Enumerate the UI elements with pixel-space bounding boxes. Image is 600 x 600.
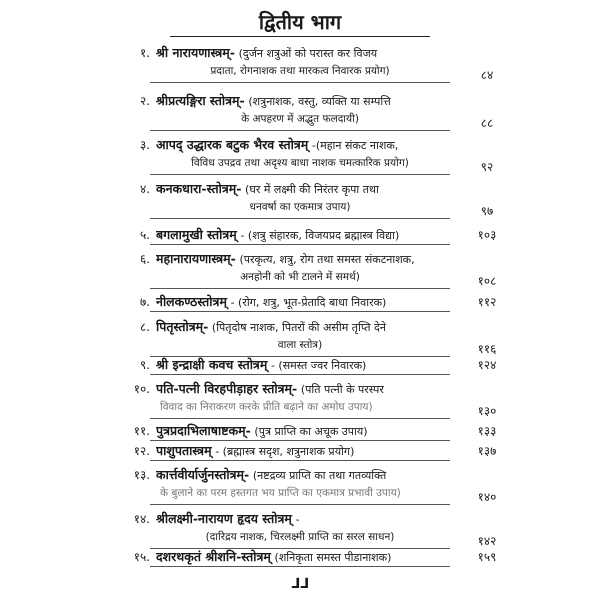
- entry-description: (नष्टद्रव्य प्राप्ति का तथा गतव्यक्ति: [252, 469, 387, 482]
- page-number: ११६: [477, 342, 497, 356]
- page-number: ८८: [480, 116, 494, 130]
- leader-rule: [150, 174, 450, 175]
- entry-heading: [156, 250, 476, 267]
- entry-title: श्री नारायणास्त्रम्-: [156, 45, 235, 60]
- page-number: ८४: [480, 68, 494, 82]
- entry-description-continued: वाला स्तोत्र): [277, 339, 323, 351]
- entry-number: २.: [139, 94, 150, 108]
- entry-description: (पति पत्नी के परस्पर: [300, 383, 384, 396]
- entry-description: (दुर्जन शत्रुओं को परास्त कर विजय: [238, 47, 378, 60]
- page-number: ९७: [480, 204, 494, 218]
- leader-rule: [150, 566, 450, 567]
- entry-description-continued: (दारिद्रय नाशक, चिरलक्ष्मी प्राप्ति का सरल साधन): [205, 531, 395, 543]
- entry-title: पाशुपतास्त्रम्: [156, 443, 212, 458]
- entry-heading: [156, 318, 476, 335]
- entry-description: (शनिकृता समस्त पीडानाशक): [274, 551, 392, 564]
- entry-number: १३.: [133, 468, 150, 482]
- entry-description: - (समस्त ज्वर निवारक): [270, 359, 367, 372]
- page-number: १४२: [477, 534, 497, 548]
- leader-rule: [150, 418, 450, 419]
- entry-number: १.: [139, 46, 150, 60]
- leader-rule: [150, 218, 450, 219]
- entry-description: (घर में लक्ष्मी की निरंतर कृपा तथा: [245, 183, 379, 196]
- entry-description-continued: धनवर्षा का एकमात्र उपाय): [249, 201, 351, 213]
- entry-heading: [156, 92, 476, 109]
- entry-title: दशरथकृतं श्रीशनि-स्तोत्रम्: [156, 549, 271, 564]
- entry-description: -: [295, 513, 300, 526]
- title-underline: [170, 36, 430, 37]
- entry-title: कार्त्तवीर्यार्जुनस्तोत्रम्-: [156, 467, 250, 482]
- entry-heading: [156, 548, 476, 565]
- entry-number: १५.: [133, 550, 150, 564]
- entry-description: - (ब्रह्मास्त्र सदृश, शत्रुनाशक प्रयोग): [215, 445, 355, 458]
- entry-title: पति-पत्नी विरहपीड़ाहर स्तोत्रम्-: [156, 381, 298, 396]
- entry-heading: [156, 510, 476, 527]
- entry-description: (पुत्र प्राप्ति का अचूक उपाय): [254, 425, 368, 438]
- entry-description-continued: विवाद का निराकरण करके प्रीति बढ़ाने का अमोघ उपाय): [160, 401, 373, 413]
- entry-description-continued: के अपहरण में अद्भुत फलदायी): [241, 113, 359, 125]
- entry-title: नीलकण्ठस्तोत्रम्: [156, 294, 227, 309]
- leader-rule: [150, 82, 450, 83]
- entry-number: ११.: [133, 424, 150, 438]
- entry-description-continued: के बुलाने का परम हस्तगत भय प्राप्ति का एकमात्र प्रभावी उपाय): [160, 487, 401, 499]
- entry-description-continued: प्रदाता, रोगनाशक तथा मारकत्व निवारक प्रयोग): [210, 65, 390, 77]
- entry-number: ४.: [139, 182, 150, 196]
- page-number: ९२: [480, 160, 494, 174]
- entry-description: (पितृदोष नाशक, पितरों की असीम तृप्ति देने: [211, 321, 386, 334]
- leader-rule: [150, 460, 450, 461]
- entry-description-continued: विविध उपद्रव तथा अदृश्य बाधा नाशक चमत्कारिक प्रयोग): [191, 157, 409, 169]
- entry-number: १४.: [133, 512, 150, 526]
- entry-heading: [156, 442, 476, 459]
- leader-rule: [150, 374, 450, 375]
- page-number: १३७: [477, 444, 497, 458]
- entry-number: ८.: [139, 320, 150, 334]
- page-footer-mark: ⅃⅃: [291, 576, 309, 592]
- entry-number: ३.: [139, 138, 150, 152]
- entry-description: (शत्रुनाशक, वस्तु, व्यक्ति या सम्पत्ति: [248, 95, 391, 108]
- leader-rule: [150, 504, 450, 505]
- entry-title: श्रीप्रत्यङ्गिरा स्तोत्रम्-: [156, 93, 245, 108]
- entry-description: - (रोग, शत्रु, भूत-प्रेतादि बाधा निवारक): [230, 296, 387, 309]
- entry-title: महानारायणास्त्रम्-: [156, 251, 236, 266]
- entry-description: - (शत्रु संहारक, विजयप्रद ब्रह्मास्त्र विद्या): [240, 229, 400, 242]
- entry-description: (परकृत्य, शत्रु, रोग तथा समस्त संकटनाशक,: [239, 253, 415, 266]
- leader-rule: [150, 440, 450, 441]
- entry-title: आपद् उद्धारक बटुक भैरव स्तोत्रम्: [156, 137, 309, 152]
- leader-rule: [150, 244, 450, 245]
- entry-number: ६.: [139, 252, 150, 266]
- entry-heading: [156, 44, 476, 61]
- page-number: १४०: [477, 490, 497, 504]
- entry-heading: [156, 466, 476, 483]
- page-number: १३३: [477, 424, 497, 438]
- entry-number: ५.: [139, 228, 150, 242]
- entry-heading: [156, 356, 476, 373]
- entry-heading: [156, 422, 476, 439]
- page-number: १२४: [477, 358, 497, 372]
- entry-heading: [156, 380, 476, 397]
- entry-title: बगलामुखी स्तोत्रम्: [156, 227, 237, 242]
- entry-description: -(महान संकट नाशक,: [311, 139, 399, 152]
- entry-title: कनकधारा-स्तोत्रम्-: [156, 181, 242, 196]
- page-number: १०३: [477, 228, 497, 242]
- page-number: १५९: [477, 550, 497, 564]
- entry-heading: [156, 180, 476, 197]
- entry-number: १०.: [133, 382, 150, 396]
- entry-number: ७.: [139, 295, 150, 309]
- page-number: १०८: [477, 274, 497, 288]
- entry-heading: [156, 226, 476, 243]
- entry-number: ९.: [139, 358, 150, 372]
- entry-heading: [156, 136, 476, 153]
- entry-number: १२.: [133, 444, 150, 458]
- page-title: द्वितीय भाग: [258, 10, 342, 34]
- leader-rule: [150, 130, 450, 131]
- entry-title: पितृस्तोत्रम्-: [156, 319, 209, 334]
- leader-rule: [150, 288, 450, 289]
- page-number: ११२: [477, 295, 497, 309]
- entry-description-continued: अनहोनी को भी टालने में समर्थ): [240, 271, 360, 283]
- page-number: १३०: [477, 404, 497, 418]
- leader-rule: [150, 311, 450, 312]
- entry-title: पुत्रप्रदाभिलाषाष्टकम्-: [156, 423, 251, 438]
- entry-title: श्री इन्द्राक्षी कवच स्तोत्रम्: [156, 357, 268, 372]
- entry-heading: [156, 293, 476, 310]
- entry-title: श्रीलक्ष्मी-नारायण हृदय स्तोत्रम्: [156, 511, 292, 526]
